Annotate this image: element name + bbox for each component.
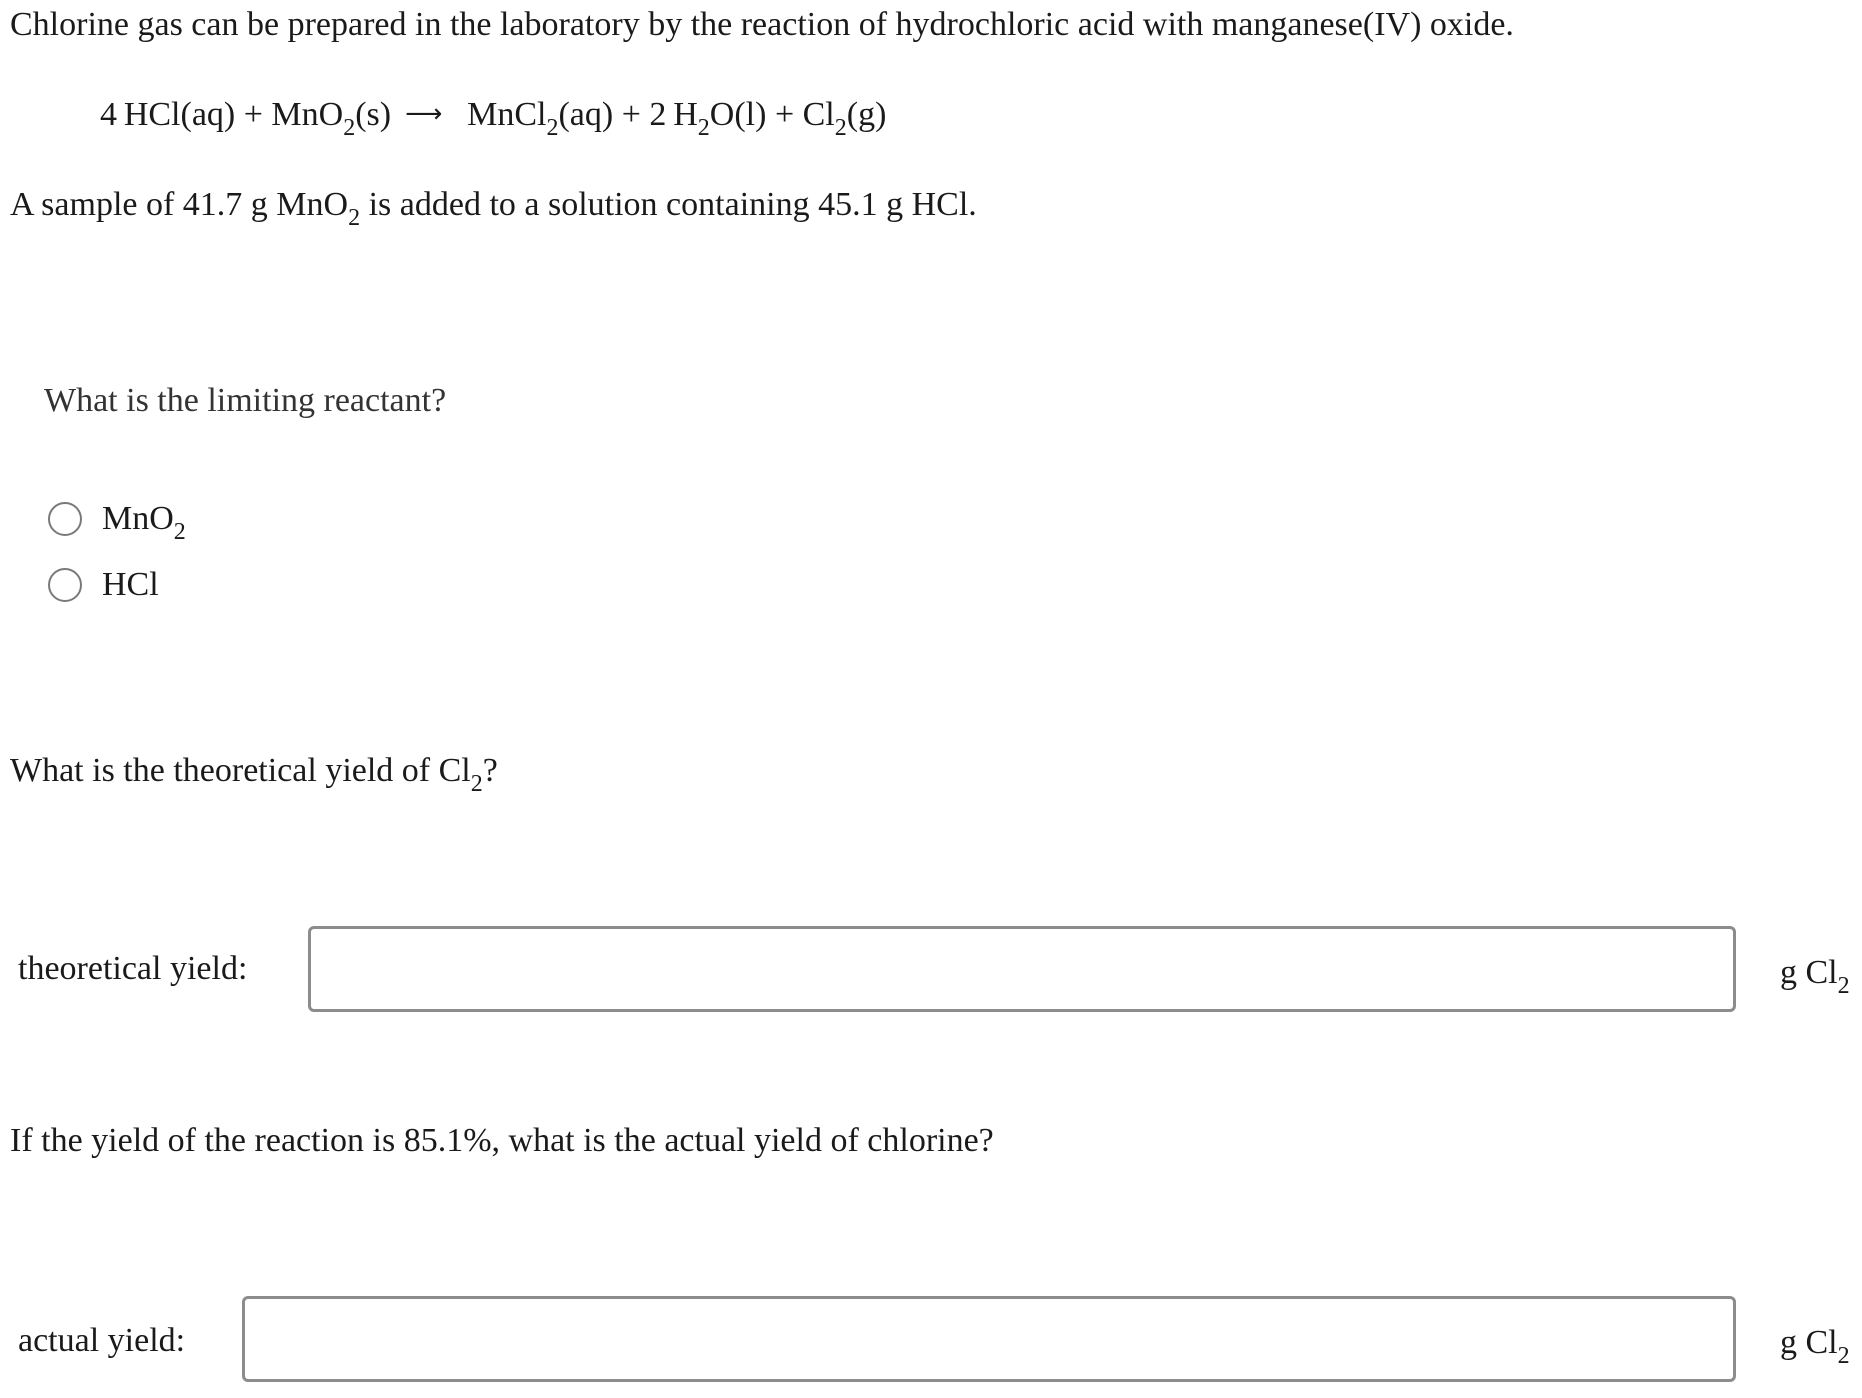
- reaction-arrow-icon: ⟶: [405, 99, 443, 129]
- radio-label: HCl: [102, 566, 159, 603]
- theoretical-yield-input[interactable]: [308, 926, 1736, 1012]
- limiting-reactant-question: What is the limiting reactant?: [44, 382, 447, 419]
- plus-sign: +: [774, 96, 795, 133]
- product-mncl2: MnCl$_2$(aq): [467, 96, 614, 141]
- reactant-hcl: HCl(aq): [123, 96, 236, 133]
- plus-sign: +: [621, 96, 641, 133]
- theoretical-yield-unit: g $Cl_2$: [1780, 954, 1850, 999]
- radio-button[interactable]: [48, 568, 82, 602]
- theoretical-yield-label: theoretical yield:: [18, 950, 248, 987]
- radio-label: MnO$_2$: [102, 500, 186, 545]
- theoretical-yield-question: What is the theoretical yield of $Cl_2$?: [10, 752, 498, 797]
- actual-yield-label: actual yield:: [18, 1322, 186, 1359]
- actual-yield-input[interactable]: [242, 1296, 1736, 1382]
- sample-statement: A sample of 41.7 g MnO$_2$ is added to a solution containing 45.1 g HCl.: [10, 186, 977, 231]
- product-water: 2 $H_2O(l)$: [649, 96, 767, 141]
- coefficient: 4: [100, 96, 117, 133]
- product-cl2: $Cl_2(g)$: [802, 96, 887, 141]
- actual-yield-unit: g $Cl_2$: [1780, 1324, 1850, 1369]
- plus-sign: +: [243, 96, 263, 133]
- actual-yield-question: If the yield of the reaction is 85.1%, what is the actual yield of chlorine?: [10, 1122, 994, 1159]
- problem-intro: Chlorine gas can be prepared in the laboratory by the reaction of hydrochloric acid with manganese(IV) oxide.: [10, 6, 1514, 43]
- radio-option-mno2[interactable]: [48, 500, 186, 545]
- radio-option-hcl[interactable]: [48, 566, 159, 604]
- radio-button[interactable]: [48, 502, 82, 536]
- reactant-mno2: MnO$_2$(s): [271, 96, 392, 141]
- reaction-equation: [100, 96, 887, 141]
